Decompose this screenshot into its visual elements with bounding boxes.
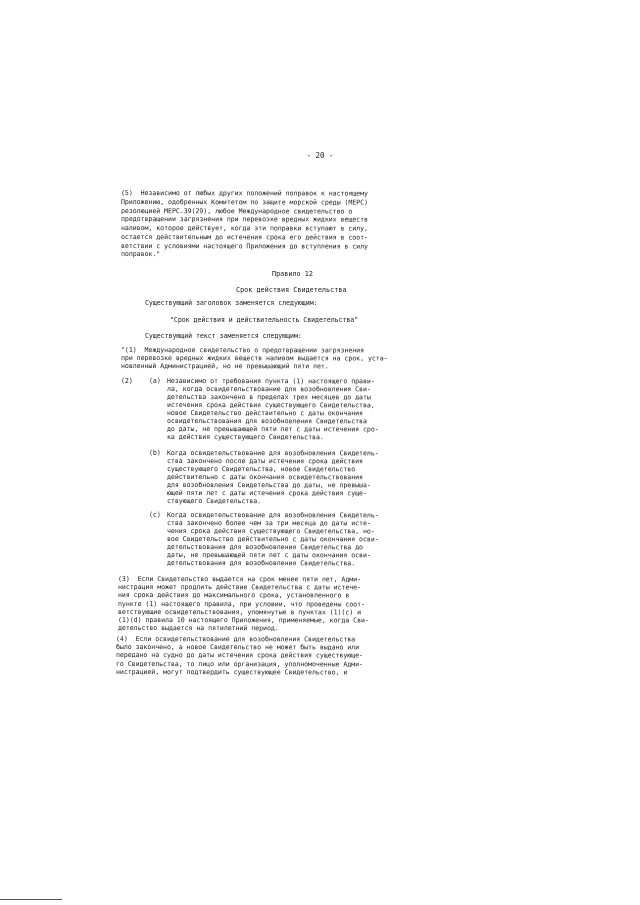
text-line: было закончено, а новое Свидетельство не может быть выдано или	[115, 643, 360, 652]
text-line: ющей пяти лет с даты истечения срока действия суще-	[166, 489, 367, 498]
text-line: вое Свидетельство действительно с даты окончания осви-	[166, 535, 379, 544]
text-line: даты, не превышающей пяти лет с даты окончания осви-	[166, 551, 371, 560]
text-line: детельство выдается на пятилетний период.	[117, 624, 279, 633]
text-line: (5) Независимо от любых других положений поправок к настоящему	[120, 189, 368, 198]
text-line: резолюцией МЕРС.39(29), любое Международное свидетельство о	[120, 206, 353, 215]
text-line: ка действия существующего Свидетельства.	[166, 433, 324, 442]
text-line: (3) Если Свидетельство выдается на срок менее пяти лет, Адми-	[117, 575, 362, 584]
text-line: истечения срока действия существующего Свидетельства,	[166, 401, 375, 410]
text-line: нистрация может продлить действие Свидетельства с даты истече-	[117, 583, 362, 592]
text-line: (1)(d) правила 10 настоящего Приложения, применяемые, когда Сви-	[117, 616, 369, 625]
text-line: ствующего Свидетельства.	[166, 497, 262, 506]
text-line: ния срока действия до максимального срока, установленного в	[117, 591, 350, 600]
text-line: ла, когда освидетельствование для возобновления Сви-	[166, 385, 371, 394]
heading-replacement-intro: Существующий заголовок заменяется следующим:	[145, 299, 318, 307]
paragraph-2-label: (2)	[121, 377, 133, 385]
text-replacement-intro: Существующий текст заменяется следующим:	[145, 332, 302, 340]
text-line: го Свидетельства, то лицо или организация, уполномоченные Адми-	[115, 659, 363, 668]
rule-title: Правило 12	[272, 270, 313, 278]
text-line: детельствования для возобновления Свидетельства.	[166, 559, 356, 568]
text-line: при перевозке вредных жидких веществ наливом выдается на срок, уста-	[120, 354, 388, 363]
text-line: действительно с даты окончания освидетельствования	[166, 473, 364, 482]
text-line: (4) Если освидетельствование для возобновления Свидетельства	[115, 635, 356, 644]
text-line: существующего Свидетельства, новое Свидетельство	[166, 465, 356, 474]
text-line: Когда освидетельствование для возобновления Свидетель-	[166, 511, 379, 520]
text-line: остается действительным до истечения срока его действия в соот-	[120, 232, 368, 242]
text-line: Независимо от требования пункта (1) настоящего прави-	[166, 377, 375, 386]
scan-edge-mark	[0, 899, 62, 900]
text-line: нистрацией, могут подтвердить существующее Свидетельство, и	[115, 667, 348, 677]
subparagraph-a-label: (a)	[149, 377, 161, 385]
subparagraph-b-label: (b)	[149, 449, 161, 457]
text-line: пункте (1) настоящего правила, при условии, что проведены соот-	[117, 599, 365, 608]
rule-subtitle: Срок действия Свидетельства	[236, 286, 347, 294]
text-line: для возобновления Свидетельства до даты, не превыша-	[166, 481, 371, 490]
text-line: детельства закончено в пределах трех месяцев до даты	[166, 393, 371, 402]
text-line: ветствии с условиями настоящего Приложения до вступления в силу	[120, 241, 368, 251]
new-heading-text: "Срок действия и действительность Свидетельства"	[170, 316, 359, 324]
subparagraph-c-label: (c)	[149, 511, 161, 519]
text-line: детельствования для возобновления Свидетельства до	[166, 543, 364, 552]
text-line: поправок."	[120, 250, 161, 259]
text-line: "(1) Международное свидетельство о предотвращении загрязнения	[120, 346, 365, 355]
text-line: освидетельствования для возобновления Свидетельства	[166, 417, 367, 426]
text-line: ства закончено после даты истечения срока действия	[166, 457, 364, 466]
page-number: - 20 -	[306, 151, 334, 160]
text-line: до даты, не превышающей пяти лет с даты истечения сро-	[166, 425, 379, 434]
text-line: чения срока действия существующего Свидетельства, но-	[166, 527, 375, 536]
text-line: новленный Администрацией, но не превышающий пяти лет.	[120, 362, 329, 371]
text-line: Приложению, одобренных Комитетом по защите морской среды (МЕРС)	[120, 197, 368, 207]
text-line: Когда освидетельствование для возобновления Свидетель-	[166, 449, 379, 458]
text-line: ветствующие освидетельствования, упомянутые в пунктах (1)(c) и	[117, 607, 362, 617]
text-line: передано на судно до даты истечения срока действия существующе-	[115, 651, 363, 660]
text-line: предотвращении загрязнения при перевозке вредных жидких веществ	[120, 215, 368, 224]
text-line: новое Свидетельство действительно с даты окончания	[166, 409, 364, 418]
text-line: наливом, которое действует, когда эти поправки вступают в силу,	[120, 224, 368, 233]
text-line: ства закончено более чем за три месяца до даты исте-	[166, 519, 371, 528]
